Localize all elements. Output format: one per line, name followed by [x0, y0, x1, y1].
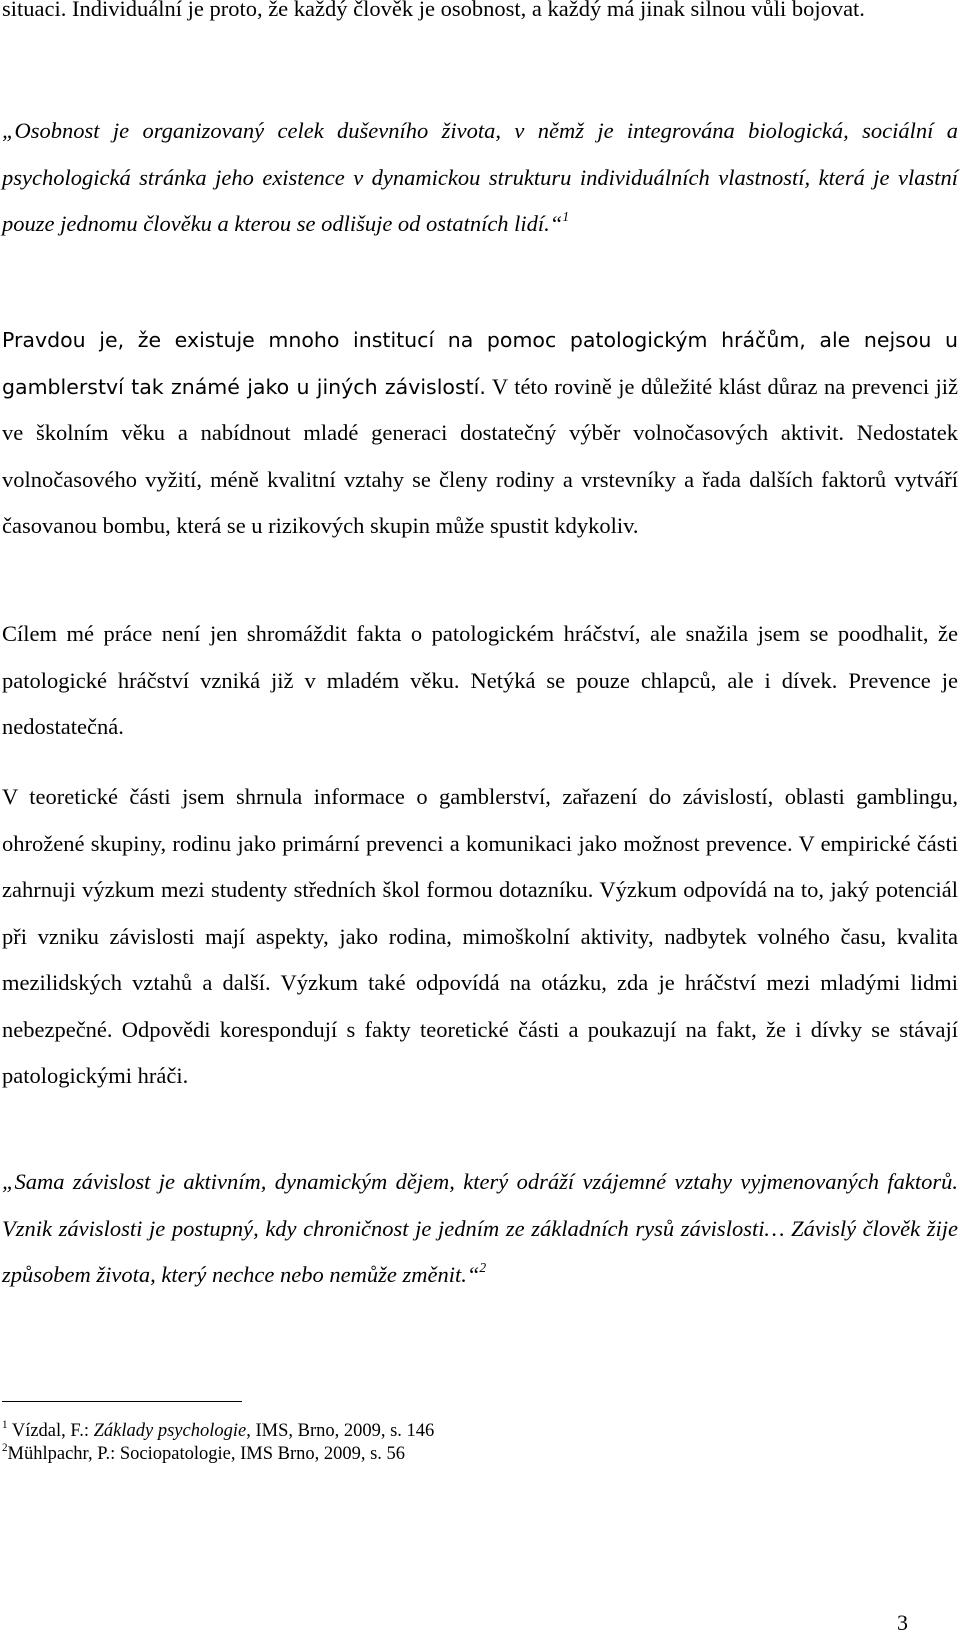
footnote-1-number: 1 [2, 1418, 8, 1431]
quote-addiction [2, 1159, 958, 1299]
page-number: 3 [897, 1610, 908, 1635]
paragraph-intro-text: situaci. Individuální je proto, že každý člověk je osobnost, a každý má jinak silnou vůli bojovat. [2, 0, 865, 21]
paragraph-institutions-text-2: V této rovině je důležité klást důraz na prevenci již ve školním věku a nabídnout mladé generaci dostatečný výběr volnočasových aktivit. [2, 373, 958, 445]
footnote-ref-2: 2 [479, 1260, 487, 1276]
quote-personality-text: „Osobnost je organizovaný celek duševního života, v němž je integrována biologická, sociální a psychologická stránka jeho existence v dynamickou strukturu individuálních vlastností, která je vlastní pouze jednomu člověku a kterou se odlišuje od ostatních lidí.“ [2, 118, 958, 236]
footnote-1 [2, 1420, 902, 1442]
footnote-ref-1: 1 [562, 209, 570, 225]
paragraph-theory-text: V teoretické části jsem shrnula informace o gamblerství, zařazení do závislostí, oblasti gamblingu, ohrožené skupiny, rodinu jako primární prevenci a komunikaci jako možnost prevence. V empirické části zahrnuji výzkum mezi studenty středních škol formou dotazníku. Výzkum odpovídá na to, jaký potenciál při vzniku závislosti mají aspekty, jako rodina, mimoškolní aktivity, nadbytek volného času, kvalita mezilidských vztahů a další. Výzkum také odpovídá na otázku, zda je hráčství mezi mladými lidmi nebezpečné. Odpovědi korespondují s fakty teoretické části a poukazují na fakt, že i dívky se stávají patologickými hráči. [2, 784, 958, 1088]
footnote-separator [2, 1401, 242, 1402]
paragraph-institutions-text-3: Nedostatek volnočasového vyžití, méně kvalitní vztahy se členy rodiny a vrstevníky a řada dalších faktorů vytváří časovanou bombu, která se u rizikových skupin může spustit kdykoliv. [2, 420, 959, 538]
paragraph-institutions [2, 317, 958, 550]
paragraph-intro [2, 0, 958, 33]
paragraph-aim-text: Cílem mé práce není jen shromáždit fakta o patologickém hráčství, ale snažila jsem se poodhalit, že patologické hráčství vzniká již v mladém věku. Netýká se pouze chlapců, ale i dívek. Prevence je nedostatečná. [2, 621, 958, 739]
footnote-2 [2, 1443, 902, 1465]
quote-addiction-text: „Sama závislost je aktivním, dynamickým dějem, který odráží vzájemné vztahy vyjmenovaných faktorů. Vznik závislosti je postupný, kdy chroničnost je jedním ze základních rysů závislosti… Závislý člověk žije způsobem života, který nechce nebo nemůže změnit.“ [2, 1169, 958, 1287]
paragraph-aim [2, 611, 958, 751]
paragraph-institutions-text-1: Pravdou je, že existuje mnoho institucí na pomoc patologickým hráčům, ale nejsou u gamblerství tak známé jako u jiných závislostí. [2, 328, 958, 399]
footnote-1-author: Vízdal, F.: [11, 1421, 94, 1441]
quote-personality [2, 108, 958, 248]
footnote-2-number: 2 [2, 1441, 8, 1454]
footnote-2-text: Mühlpachr, P.: Sociopatologie, IMS Brno, 2009, s. 56 [7, 1444, 406, 1464]
footnote-1-details: , IMS, Brno, 2009, s. 146 [246, 1421, 435, 1441]
footnote-1-title: Základy psychologie [93, 1421, 247, 1441]
paragraph-theory [2, 774, 958, 1100]
